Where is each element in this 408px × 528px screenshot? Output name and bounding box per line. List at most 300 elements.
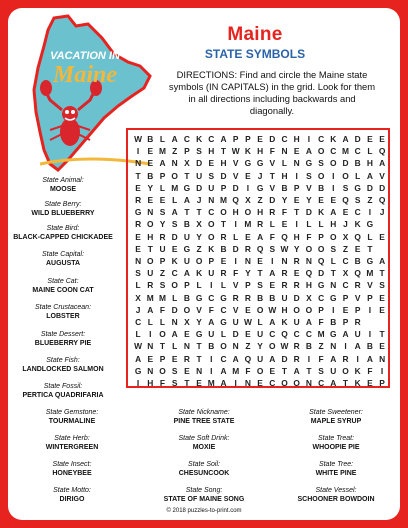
grid-letter[interactable]: L bbox=[135, 329, 141, 340]
grid-letter[interactable]: Q bbox=[317, 256, 325, 266]
grid-letter[interactable]: Q bbox=[281, 329, 288, 340]
grid-letter[interactable]: N bbox=[135, 158, 142, 169]
grid-letter[interactable]: V bbox=[232, 170, 239, 181]
grid-letter[interactable]: F bbox=[318, 317, 324, 327]
grid-letter[interactable]: T bbox=[342, 378, 349, 388]
grid-letter[interactable]: H bbox=[257, 146, 264, 157]
grid-letter[interactable]: E bbox=[135, 182, 141, 193]
grid-letter[interactable]: A bbox=[269, 353, 276, 364]
grid-letter[interactable]: U bbox=[330, 365, 337, 376]
grid-letter[interactable]: B bbox=[305, 341, 312, 352]
grid-letter[interactable]: V bbox=[232, 158, 239, 169]
grid-letter[interactable]: A bbox=[171, 134, 178, 144]
grid-letter[interactable]: D bbox=[269, 195, 276, 205]
grid-letter[interactable]: T bbox=[159, 341, 166, 352]
grid-letter[interactable]: V bbox=[269, 182, 276, 193]
grid-letter[interactable]: P bbox=[293, 182, 300, 193]
grid-letter[interactable]: W bbox=[231, 146, 240, 157]
grid-letter[interactable]: G bbox=[317, 280, 325, 291]
grid-letter[interactable]: P bbox=[232, 134, 239, 144]
grid-letter[interactable]: A bbox=[257, 231, 264, 242]
grid-letter[interactable]: O bbox=[183, 304, 191, 315]
grid-letter[interactable]: T bbox=[281, 365, 288, 376]
grid-letter[interactable]: A bbox=[366, 170, 373, 181]
grid-letter[interactable]: Y bbox=[293, 243, 300, 254]
grid-letter[interactable]: O bbox=[256, 304, 264, 315]
grid-letter[interactable]: U bbox=[208, 329, 215, 340]
grid-letter[interactable]: F bbox=[318, 353, 324, 364]
grid-letter[interactable]: O bbox=[208, 231, 215, 242]
grid-letter[interactable]: E bbox=[342, 304, 349, 315]
grid-letter[interactable]: N bbox=[244, 256, 251, 266]
grid-letter[interactable]: P bbox=[342, 317, 349, 327]
grid-letter[interactable]: L bbox=[269, 219, 275, 230]
grid-letter[interactable]: G bbox=[195, 329, 203, 340]
grid-letter[interactable]: W bbox=[243, 317, 252, 327]
grid-letter[interactable]: M bbox=[341, 146, 349, 157]
grid-letter[interactable]: N bbox=[147, 341, 154, 352]
grid-letter[interactable]: B bbox=[281, 182, 288, 193]
grid-letter[interactable]: K bbox=[354, 219, 361, 230]
grid-letter[interactable]: H bbox=[208, 146, 215, 157]
grid-letter[interactable]: U bbox=[196, 170, 203, 181]
grid-letter[interactable]: C bbox=[208, 134, 215, 144]
grid-letter[interactable]: A bbox=[220, 365, 227, 376]
grid-letter[interactable]: R bbox=[244, 243, 251, 254]
grid-letter[interactable]: D bbox=[232, 329, 239, 340]
grid-letter[interactable]: D bbox=[171, 304, 178, 315]
grid-letter[interactable]: H bbox=[305, 280, 312, 291]
grid-letter[interactable]: H bbox=[366, 158, 373, 169]
grid-letter[interactable]: P bbox=[379, 378, 385, 388]
grid-letter[interactable]: Y bbox=[196, 231, 202, 242]
grid-letter[interactable]: E bbox=[245, 329, 251, 340]
grid-letter[interactable]: I bbox=[380, 365, 384, 376]
grid-letter[interactable]: A bbox=[330, 353, 337, 364]
grid-letter[interactable]: P bbox=[245, 134, 251, 144]
grid-letter[interactable]: A bbox=[269, 317, 276, 327]
grid-letter[interactable]: T bbox=[184, 170, 190, 181]
grid-letter[interactable]: L bbox=[220, 280, 227, 291]
grid-letter[interactable]: S bbox=[171, 219, 178, 230]
grid-letter[interactable]: N bbox=[171, 158, 178, 169]
grid-letter[interactable]: L bbox=[257, 317, 263, 327]
grid-letter[interactable]: E bbox=[293, 268, 300, 279]
grid-letter[interactable]: W bbox=[268, 304, 277, 315]
grid-letter[interactable]: C bbox=[354, 207, 361, 218]
grid-letter[interactable]: G bbox=[244, 158, 252, 169]
grid-letter[interactable]: R bbox=[135, 195, 142, 205]
grid-letter[interactable]: E bbox=[147, 158, 154, 169]
grid-letter[interactable]: C bbox=[171, 268, 178, 279]
grid-letter[interactable]: E bbox=[171, 243, 178, 254]
grid-letter[interactable]: Q bbox=[305, 268, 313, 279]
grid-letter[interactable]: N bbox=[305, 378, 312, 388]
grid-letter[interactable]: P bbox=[367, 292, 373, 303]
grid-letter[interactable]: N bbox=[147, 207, 154, 218]
grid-letter[interactable]: N bbox=[305, 256, 312, 266]
grid-letter[interactable]: T bbox=[330, 268, 336, 279]
grid-letter[interactable]: T bbox=[306, 365, 312, 376]
grid-letter[interactable]: Z bbox=[159, 268, 166, 279]
grid-letter[interactable]: T bbox=[379, 268, 385, 279]
grid-letter[interactable]: I bbox=[356, 353, 359, 364]
grid-letter[interactable]: E bbox=[342, 207, 349, 218]
grid-letter[interactable]: Q bbox=[256, 243, 264, 254]
grid-letter[interactable]: C bbox=[269, 329, 276, 340]
grid-letter[interactable]: S bbox=[269, 243, 276, 254]
grid-letter[interactable]: U bbox=[208, 182, 215, 193]
grid-letter[interactable]: K bbox=[281, 317, 288, 327]
grid-letter[interactable]: S bbox=[330, 243, 337, 254]
grid-letter[interactable]: C bbox=[342, 280, 349, 291]
grid-letter[interactable]: C bbox=[330, 146, 337, 157]
grid-letter[interactable]: T bbox=[196, 341, 202, 352]
grid-letter[interactable]: O bbox=[195, 256, 203, 266]
grid-letter[interactable]: P bbox=[318, 304, 324, 315]
grid-letter[interactable]: D bbox=[318, 268, 325, 279]
grid-letter[interactable]: F bbox=[367, 365, 373, 376]
grid-letter[interactable]: E bbox=[293, 195, 300, 205]
grid-letter[interactable]: B bbox=[257, 292, 264, 303]
grid-letter[interactable]: T bbox=[184, 378, 190, 388]
grid-letter[interactable]: T bbox=[257, 268, 263, 279]
grid-letter[interactable]: N bbox=[208, 195, 215, 205]
grid-letter[interactable]: F bbox=[233, 268, 239, 279]
grid-letter[interactable]: U bbox=[257, 329, 264, 340]
grid-letter[interactable]: H bbox=[293, 134, 300, 144]
grid-letter[interactable]: R bbox=[220, 268, 227, 279]
grid-letter[interactable]: C bbox=[281, 134, 288, 144]
grid-letter[interactable]: I bbox=[344, 341, 347, 352]
grid-letter[interactable]: C bbox=[269, 378, 276, 388]
grid-letter[interactable]: O bbox=[220, 207, 227, 218]
grid-letter[interactable]: F bbox=[208, 304, 214, 315]
grid-letter[interactable]: I bbox=[332, 170, 335, 181]
grid-letter[interactable]: C bbox=[135, 317, 142, 327]
grid-letter[interactable]: Q bbox=[232, 195, 239, 205]
grid-letter[interactable]: Q bbox=[354, 231, 361, 242]
grid-letter[interactable]: E bbox=[220, 256, 227, 266]
grid-letter[interactable]: E bbox=[257, 256, 263, 266]
grid-letter[interactable]: E bbox=[367, 134, 373, 144]
grid-letter[interactable]: S bbox=[208, 170, 215, 181]
grid-letter[interactable]: H bbox=[232, 207, 239, 218]
grid-letter[interactable]: A bbox=[330, 378, 337, 388]
grid-letter[interactable]: E bbox=[281, 219, 288, 230]
grid-letter[interactable]: C bbox=[318, 134, 325, 144]
grid-letter[interactable]: V bbox=[232, 280, 239, 291]
grid-letter[interactable]: V bbox=[196, 304, 202, 315]
grid-letter[interactable]: S bbox=[318, 365, 324, 376]
grid-letter[interactable]: E bbox=[354, 243, 361, 254]
grid-letter[interactable]: R bbox=[342, 353, 349, 364]
grid-letter[interactable]: G bbox=[330, 329, 337, 340]
grid-letter[interactable]: A bbox=[342, 134, 349, 144]
grid-letter[interactable]: F bbox=[306, 231, 312, 242]
grid-letter[interactable]: N bbox=[281, 256, 288, 266]
grid-letter[interactable]: E bbox=[245, 170, 251, 181]
grid-letter[interactable]: J bbox=[343, 219, 348, 230]
grid-letter[interactable]: L bbox=[355, 170, 361, 181]
grid-letter[interactable]: E bbox=[293, 146, 300, 157]
grid-letter[interactable]: R bbox=[244, 292, 251, 303]
grid-letter[interactable]: L bbox=[159, 134, 166, 144]
grid-letter[interactable]: G bbox=[354, 182, 361, 193]
grid-letter[interactable]: O bbox=[330, 158, 337, 169]
grid-letter[interactable]: Z bbox=[257, 195, 263, 205]
grid-letter[interactable]: L bbox=[196, 280, 202, 291]
grid-letter[interactable]: L bbox=[172, 292, 178, 303]
grid-letter[interactable]: Y bbox=[306, 195, 312, 205]
grid-letter[interactable]: H bbox=[147, 378, 154, 388]
grid-letter[interactable]: M bbox=[158, 146, 166, 157]
grid-letter[interactable]: N bbox=[171, 317, 178, 327]
grid-letter[interactable]: C bbox=[293, 329, 300, 340]
grid-letter[interactable]: C bbox=[318, 378, 325, 388]
grid-letter[interactable]: G bbox=[256, 182, 264, 193]
grid-letter[interactable]: E bbox=[318, 195, 324, 205]
grid-letter[interactable]: O bbox=[317, 170, 325, 181]
grid-letter[interactable]: C bbox=[220, 353, 227, 364]
grid-letter[interactable]: H bbox=[330, 219, 337, 230]
grid-letter[interactable]: N bbox=[183, 341, 190, 352]
grid-letter[interactable]: C bbox=[220, 304, 227, 315]
grid-letter[interactable]: A bbox=[135, 353, 142, 364]
grid-letter[interactable]: T bbox=[269, 170, 275, 181]
grid-letter[interactable]: R bbox=[354, 280, 361, 291]
grid-letter[interactable]: E bbox=[257, 134, 263, 144]
grid-letter[interactable]: I bbox=[368, 329, 372, 340]
grid-letter[interactable]: L bbox=[159, 182, 166, 193]
grid-letter[interactable]: E bbox=[379, 231, 385, 242]
grid-letter[interactable]: L bbox=[367, 146, 373, 157]
grid-letter[interactable]: D bbox=[281, 353, 288, 364]
grid-letter[interactable]: B bbox=[330, 317, 337, 327]
grid-letter[interactable]: S bbox=[171, 365, 178, 376]
grid-letter[interactable]: M bbox=[232, 365, 240, 376]
grid-letter[interactable]: X bbox=[306, 292, 312, 303]
grid-letter[interactable]: F bbox=[245, 365, 251, 376]
grid-letter[interactable]: Y bbox=[147, 182, 154, 193]
grid-letter[interactable]: I bbox=[210, 280, 213, 291]
grid-letter[interactable]: T bbox=[196, 353, 202, 364]
grid-letter[interactable]: D bbox=[269, 134, 276, 144]
grid-letter[interactable]: J bbox=[135, 304, 141, 315]
grid-letter[interactable]: I bbox=[136, 378, 140, 388]
grid-letter[interactable]: B bbox=[147, 134, 154, 144]
grid-letter[interactable]: N bbox=[196, 365, 203, 376]
grid-letter[interactable]: E bbox=[257, 378, 263, 388]
grid-letter[interactable]: E bbox=[269, 365, 276, 376]
grid-letter[interactable]: E bbox=[379, 341, 385, 352]
grid-letter[interactable]: E bbox=[135, 243, 141, 254]
grid-letter[interactable]: N bbox=[232, 341, 239, 352]
grid-letter[interactable]: P bbox=[245, 280, 251, 291]
grid-letter[interactable]: I bbox=[332, 304, 335, 315]
grid-letter[interactable]: A bbox=[220, 134, 227, 144]
grid-letter[interactable]: L bbox=[330, 256, 336, 266]
grid-letter[interactable]: K bbox=[354, 378, 361, 388]
grid-letter[interactable]: O bbox=[342, 365, 349, 376]
grid-letter[interactable]: F bbox=[281, 207, 288, 218]
grid-letter[interactable]: K bbox=[171, 256, 178, 266]
grid-letter[interactable]: J bbox=[379, 207, 385, 218]
grid-letter[interactable]: Y bbox=[257, 341, 263, 352]
grid-letter[interactable]: R bbox=[220, 231, 227, 242]
grid-letter[interactable]: O bbox=[147, 256, 154, 266]
grid-letter[interactable]: D bbox=[305, 207, 312, 218]
grid-letter[interactable]: G bbox=[220, 292, 227, 303]
grid-letter[interactable]: T bbox=[379, 329, 385, 340]
grid-letter[interactable]: L bbox=[172, 341, 178, 352]
grid-letter[interactable]: A bbox=[159, 158, 166, 169]
grid-letter[interactable]: B bbox=[147, 170, 154, 181]
grid-letter[interactable]: E bbox=[196, 378, 202, 388]
grid-letter[interactable]: A bbox=[366, 353, 373, 364]
grid-letter[interactable]: R bbox=[232, 292, 239, 303]
grid-letter[interactable]: B bbox=[183, 292, 190, 303]
grid-letter[interactable]: N bbox=[330, 280, 337, 291]
grid-letter[interactable]: H bbox=[257, 207, 264, 218]
grid-letter[interactable]: U bbox=[183, 256, 190, 266]
grid-letter[interactable]: C bbox=[305, 329, 312, 340]
grid-letter[interactable]: I bbox=[234, 256, 237, 266]
grid-letter[interactable]: I bbox=[295, 170, 298, 181]
grid-letter[interactable]: Q bbox=[342, 195, 349, 205]
grid-letter[interactable]: E bbox=[245, 231, 251, 242]
grid-letter[interactable]: Z bbox=[172, 146, 178, 157]
grid-letter[interactable]: V bbox=[232, 304, 239, 315]
grid-letter[interactable]: G bbox=[220, 317, 227, 327]
grid-letter[interactable]: Q bbox=[281, 231, 288, 242]
grid-letter[interactable]: A bbox=[330, 207, 337, 218]
grid-letter[interactable]: W bbox=[134, 341, 143, 352]
grid-letter[interactable]: I bbox=[234, 378, 237, 388]
grid-letter[interactable]: O bbox=[293, 378, 300, 388]
grid-letter[interactable]: G bbox=[183, 243, 191, 254]
grid-letter[interactable]: T bbox=[220, 146, 227, 157]
grid-letter[interactable]: H bbox=[147, 231, 154, 242]
grid-letter[interactable]: R bbox=[281, 268, 288, 279]
grid-letter[interactable]: A bbox=[171, 329, 178, 340]
grid-letter[interactable]: O bbox=[159, 329, 166, 340]
grid-letter[interactable]: Z bbox=[196, 243, 202, 254]
grid-letter[interactable]: I bbox=[368, 207, 372, 218]
grid-letter[interactable]: M bbox=[317, 329, 325, 340]
grid-letter[interactable]: C bbox=[183, 134, 190, 144]
grid-letter[interactable]: A bbox=[220, 378, 227, 388]
grid-letter[interactable]: A bbox=[269, 268, 276, 279]
grid-letter[interactable]: L bbox=[172, 195, 178, 205]
grid-letter[interactable]: E bbox=[379, 292, 385, 303]
grid-letter[interactable]: M bbox=[207, 378, 215, 388]
grid-letter[interactable]: H bbox=[281, 304, 288, 315]
grid-letter[interactable]: L bbox=[367, 231, 373, 242]
grid-letter[interactable]: X bbox=[184, 317, 190, 327]
grid-letter[interactable]: S bbox=[342, 182, 349, 193]
grid-letter[interactable]: D bbox=[379, 182, 386, 193]
grid-letter[interactable]: M bbox=[366, 268, 374, 279]
grid-letter[interactable]: R bbox=[281, 280, 288, 291]
grid-letter[interactable]: C bbox=[342, 256, 349, 266]
grid-letter[interactable]: D bbox=[196, 158, 203, 169]
grid-letter[interactable]: R bbox=[293, 341, 300, 352]
grid-letter[interactable]: R bbox=[293, 280, 300, 291]
grid-letter[interactable]: M bbox=[244, 219, 252, 230]
grid-letter[interactable]: R bbox=[293, 256, 300, 266]
grid-letter[interactable]: G bbox=[366, 256, 374, 266]
grid-letter[interactable]: P bbox=[159, 353, 166, 364]
grid-letter[interactable]: B bbox=[269, 292, 276, 303]
grid-letter[interactable]: Z bbox=[342, 243, 349, 254]
grid-letter[interactable]: X bbox=[342, 268, 349, 279]
grid-letter[interactable]: R bbox=[257, 219, 264, 230]
grid-letter[interactable]: L bbox=[135, 280, 141, 291]
grid-letter[interactable]: X bbox=[196, 219, 202, 230]
grid-letter[interactable]: D bbox=[171, 231, 178, 242]
grid-letter[interactable]: O bbox=[269, 341, 276, 352]
grid-letter[interactable]: Z bbox=[245, 341, 251, 352]
grid-letter[interactable]: W bbox=[280, 341, 289, 352]
grid-letter[interactable]: L bbox=[318, 219, 324, 230]
grid-letter[interactable]: I bbox=[295, 219, 298, 230]
grid-letter[interactable]: A bbox=[379, 158, 386, 169]
grid-letter[interactable]: S bbox=[196, 146, 202, 157]
grid-letter[interactable]: R bbox=[147, 280, 154, 291]
grid-letter[interactable]: O bbox=[220, 341, 227, 352]
grid-letter[interactable]: S bbox=[306, 170, 312, 181]
grid-letter[interactable]: T bbox=[135, 170, 141, 181]
grid-letter[interactable]: V bbox=[379, 170, 385, 181]
grid-letter[interactable]: N bbox=[330, 341, 337, 352]
grid-letter[interactable]: U bbox=[293, 317, 300, 327]
grid-letter[interactable]: G bbox=[366, 219, 374, 230]
grid-letter[interactable]: G bbox=[183, 182, 191, 193]
grid-letter[interactable]: W bbox=[134, 134, 143, 144]
grid-letter[interactable]: L bbox=[220, 329, 227, 340]
grid-letter[interactable]: B bbox=[208, 341, 215, 352]
grid-letter[interactable]: O bbox=[317, 146, 325, 157]
grid-letter[interactable]: V bbox=[367, 280, 373, 291]
grid-letter[interactable]: A bbox=[305, 146, 312, 157]
grid-letter[interactable]: O bbox=[171, 170, 178, 181]
grid-letter[interactable]: T bbox=[220, 219, 227, 230]
grid-letter[interactable]: O bbox=[171, 280, 178, 291]
grid-letter[interactable]: U bbox=[354, 329, 361, 340]
grid-letter[interactable]: Z bbox=[367, 195, 373, 205]
grid-letter[interactable]: C bbox=[208, 207, 215, 218]
grid-letter[interactable]: X bbox=[342, 231, 349, 242]
grid-letter[interactable]: B bbox=[354, 256, 361, 266]
grid-letter[interactable]: A bbox=[354, 341, 361, 352]
grid-letter[interactable]: E bbox=[379, 134, 385, 144]
grid-letter[interactable]: D bbox=[354, 134, 361, 144]
grid-letter[interactable]: C bbox=[208, 292, 215, 303]
grid-letter[interactable]: K bbox=[196, 268, 203, 279]
grid-letter[interactable]: S bbox=[171, 378, 178, 388]
grid-letter[interactable]: R bbox=[293, 353, 300, 364]
grid-letter[interactable]: L bbox=[281, 158, 288, 169]
grid-letter[interactable]: A bbox=[147, 304, 154, 315]
grid-letter[interactable]: K bbox=[208, 243, 215, 254]
grid-letter[interactable]: S bbox=[135, 268, 141, 279]
grid-letter[interactable]: R bbox=[135, 219, 142, 230]
grid-letter[interactable]: A bbox=[232, 353, 239, 364]
grid-letter[interactable]: U bbox=[257, 353, 264, 364]
grid-letter[interactable]: S bbox=[159, 207, 166, 218]
grid-letter[interactable]: O bbox=[342, 170, 349, 181]
